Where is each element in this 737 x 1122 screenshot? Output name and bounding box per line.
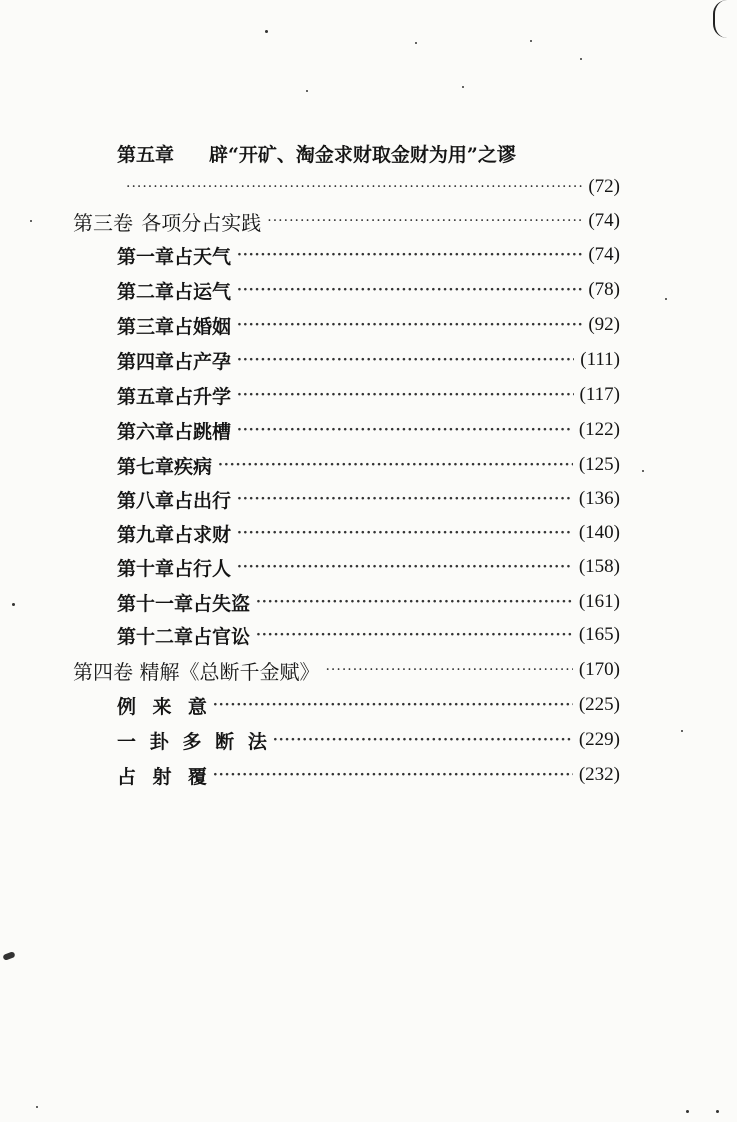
page-number: (78) — [588, 279, 620, 300]
dot-leader — [256, 620, 573, 650]
dot-leader — [237, 552, 573, 582]
dot-leader — [237, 345, 574, 375]
page-number: (140) — [578, 522, 620, 543]
chapter-title: 占升学 — [174, 385, 232, 408]
page-number: (165) — [578, 624, 620, 645]
volume-label: 第四卷 — [73, 659, 133, 684]
toc-entry-chapter — [117, 310, 620, 340]
scan-speck — [306, 90, 308, 92]
toc-entry-chapter — [117, 345, 620, 375]
dot-leader — [126, 172, 582, 202]
section-char: 例 — [117, 695, 137, 718]
scan-speck — [12, 603, 15, 606]
chapter-title: 占产孕 — [174, 350, 232, 373]
scan-speck — [686, 1110, 689, 1113]
dot-leader — [237, 484, 573, 514]
dot-leader — [273, 725, 573, 755]
dot-leader — [325, 655, 572, 685]
chapter-number: 第四章 — [117, 350, 175, 373]
toc-entry-chapter — [117, 552, 620, 582]
chapter-title: 占失盗 — [193, 592, 251, 615]
chapter-number: 第三章 — [117, 315, 175, 338]
dot-leader — [237, 275, 582, 305]
chapter-number: 第五章 — [117, 143, 175, 166]
dot-leader — [256, 587, 573, 617]
chapter-title: 辟“开矿、淘金求财取金财为用”之谬 — [209, 143, 516, 166]
toc-entry-chapter — [117, 518, 620, 548]
volume-label: 第三卷 — [73, 210, 133, 235]
toc-entry-chapter — [117, 450, 620, 480]
scan-speck — [580, 58, 582, 60]
dot-leader — [237, 380, 574, 410]
page-number: (125) — [578, 454, 620, 475]
toc-entry-chapter — [117, 484, 620, 514]
scan-speck — [681, 730, 683, 732]
section-char: 覆 — [187, 765, 207, 788]
chapter-number: 第六章 — [117, 420, 175, 443]
dot-leader — [237, 415, 573, 445]
section-char: 一 — [117, 730, 137, 753]
scan-speck — [462, 86, 464, 88]
toc-entry-continuation — [120, 172, 620, 202]
dot-leader — [213, 690, 573, 720]
scan-speck — [30, 220, 32, 222]
page-number: (136) — [578, 488, 620, 509]
toc-entry-chapter — [117, 620, 620, 650]
toc-entry-volume — [73, 655, 620, 685]
section-char: 断 — [215, 730, 235, 753]
toc-entry-section — [117, 690, 620, 720]
section-char: 来 — [152, 695, 172, 718]
section-char: 射 — [152, 765, 172, 788]
dot-leader — [218, 450, 573, 480]
chapter-number: 第二章 — [117, 280, 175, 303]
page-number: (72) — [588, 176, 620, 197]
page-number: (170) — [578, 659, 620, 680]
volume-title: 各项分占实践 — [141, 210, 262, 235]
page-number: (229) — [578, 729, 621, 750]
section-char: 卦 — [149, 730, 169, 753]
chapter-number: 第八章 — [117, 489, 175, 512]
page-number: (161) — [578, 591, 620, 612]
page-number: (232) — [578, 764, 621, 785]
toc-entry-chapter — [117, 240, 620, 270]
section-char: 法 — [247, 730, 267, 753]
section-char: 多 — [182, 730, 202, 753]
chapter-title: 占求财 — [174, 523, 232, 546]
dot-leader — [237, 518, 573, 548]
chapter-title: 占跳槽 — [174, 420, 232, 443]
scan-speck — [2, 951, 15, 961]
dot-leader — [237, 240, 582, 270]
chapter-title: 占行人 — [174, 557, 232, 580]
scan-speck — [36, 1106, 38, 1108]
chapter-title: 疾病 — [174, 455, 213, 478]
scan-speck — [530, 40, 532, 42]
chapter-title: 占官讼 — [193, 625, 251, 648]
chapter-title: 占运气 — [174, 280, 232, 303]
chapter-title: 占出行 — [174, 489, 232, 512]
chapter-title: 占婚姻 — [174, 315, 232, 338]
toc-entry-chapter — [117, 138, 620, 168]
chapter-number: 第十一章 — [117, 592, 194, 615]
page-number: (158) — [578, 556, 620, 577]
toc-entry-section — [117, 725, 620, 755]
scan-speck — [415, 42, 417, 44]
page-number: (74) — [588, 244, 620, 265]
scan-speck — [265, 30, 268, 33]
chapter-number: 第十二章 — [117, 625, 194, 648]
page-number: (225) — [578, 694, 621, 715]
chapter-number: 第一章 — [117, 245, 175, 268]
volume-title: 精解《总断千金赋》 — [139, 659, 320, 684]
dot-leader — [237, 310, 582, 340]
chapter-number: 第十章 — [117, 557, 175, 580]
chapter-number: 第七章 — [117, 455, 175, 478]
scan-edge-mark — [713, 0, 729, 38]
toc-entry-chapter — [117, 415, 620, 445]
dot-leader — [267, 206, 582, 236]
chapter-number: 第五章 — [117, 385, 175, 408]
toc-entry-chapter — [117, 587, 620, 617]
page-number: (117) — [579, 384, 620, 405]
scan-speck — [665, 298, 667, 300]
page-number: (111) — [580, 349, 620, 370]
page-number: (74) — [588, 210, 620, 231]
page-number: (92) — [588, 314, 620, 335]
toc-entry-section — [117, 760, 620, 790]
toc-entry-chapter — [117, 275, 620, 305]
scan-speck — [642, 470, 644, 472]
section-char: 意 — [187, 695, 207, 718]
scan-speck — [716, 1110, 719, 1113]
chapter-number: 第九章 — [117, 523, 175, 546]
chapter-title: 占天气 — [174, 245, 232, 268]
toc-entry-chapter — [117, 380, 620, 410]
section-char: 占 — [117, 765, 137, 788]
dot-leader — [213, 760, 573, 790]
toc-entry-volume — [73, 206, 620, 236]
page-number: (122) — [578, 419, 620, 440]
